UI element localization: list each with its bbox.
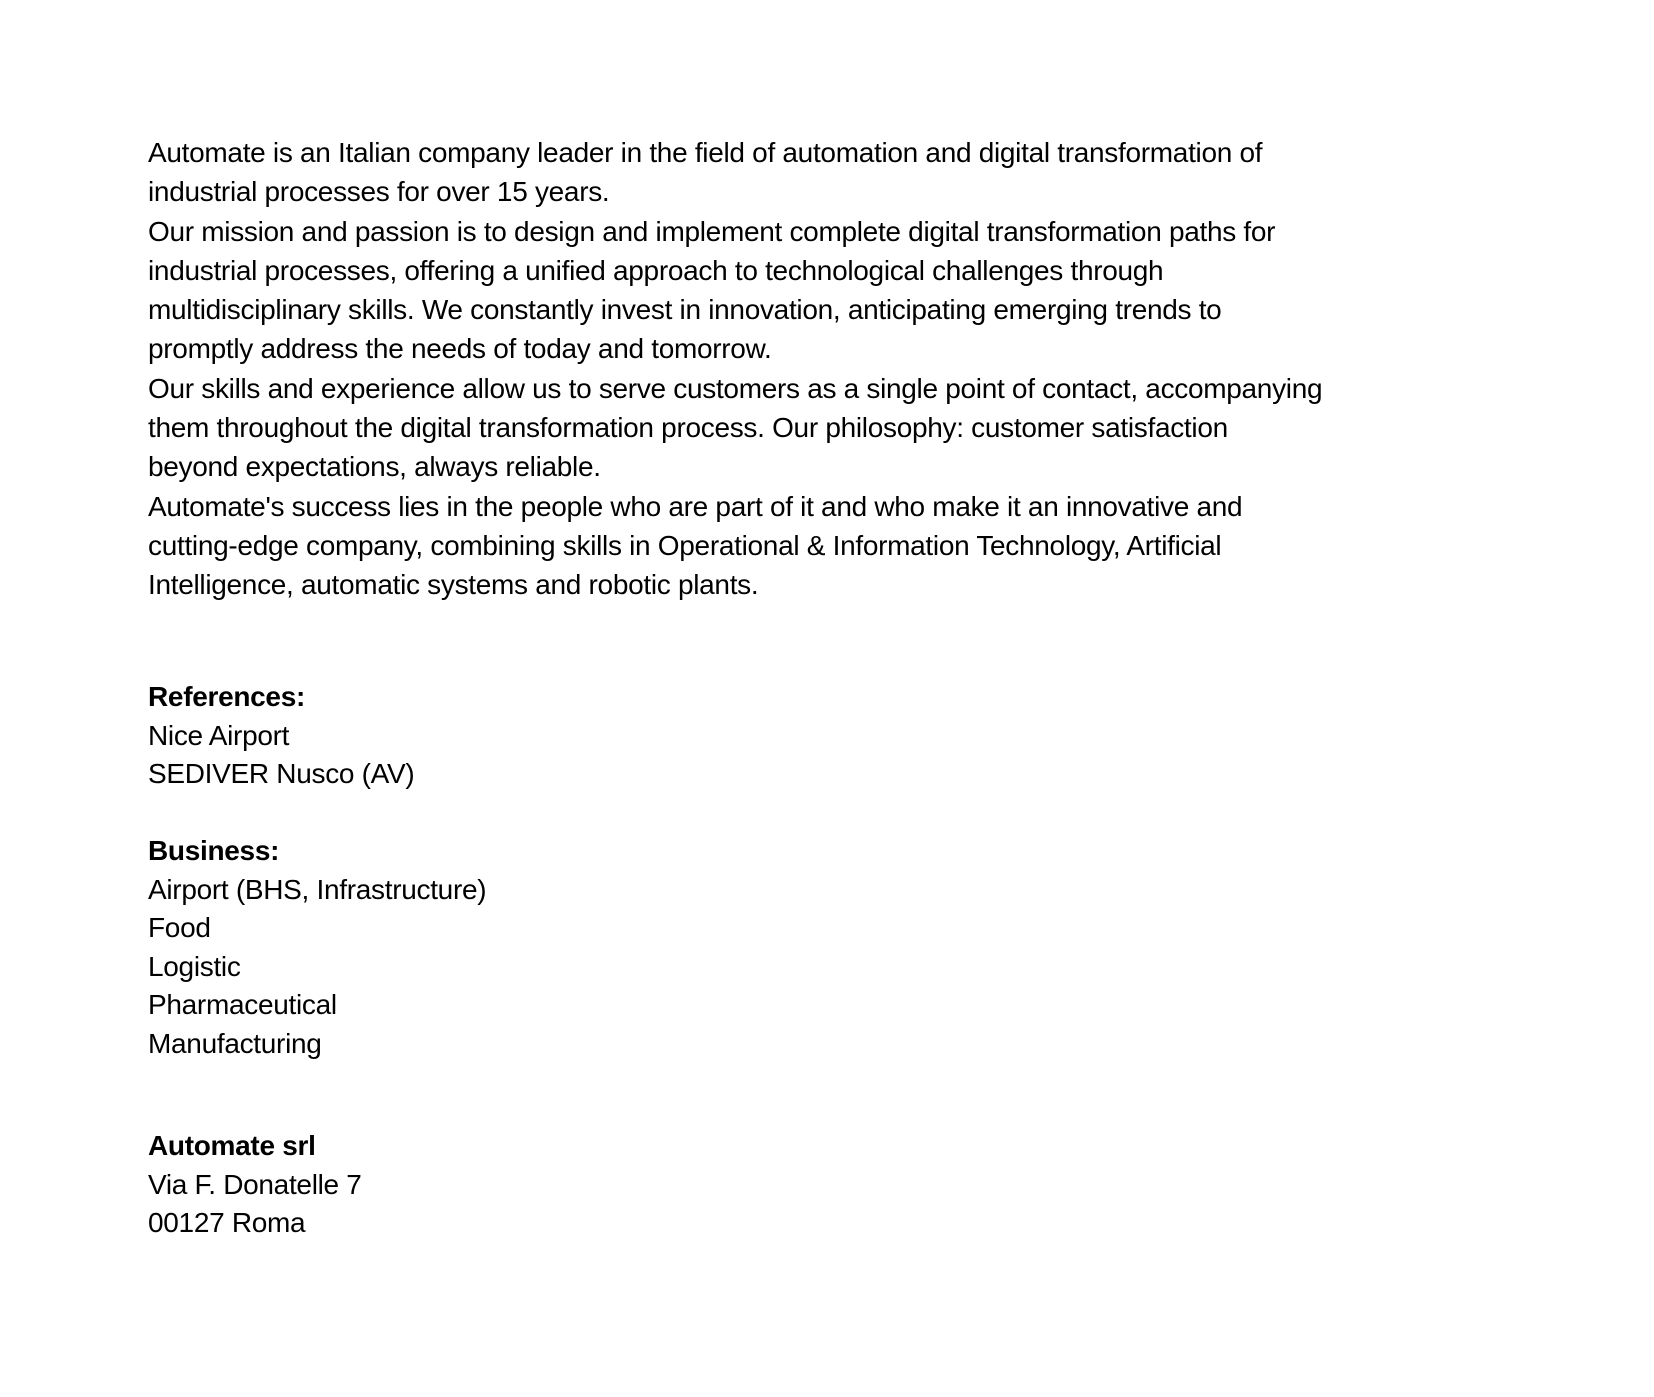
business-section — [148, 832, 1574, 1064]
text-line: multidisciplinary skills. We constantly invest in innovation, anticipating emerging trends to — [148, 294, 1222, 326]
text-line: beyond expectations, always reliable. — [148, 451, 601, 483]
text-line: Intelligence, automatic systems and robotic plants. — [148, 569, 759, 601]
text-line: Manufacturing — [148, 1027, 322, 1059]
text-line: Airport (BHS, Infrastructure) — [148, 873, 487, 905]
text-line: Our skills and experience allow us to serve customers as a single point of contact, accompanying — [148, 372, 1323, 404]
text-line: promptly address the needs of today and tomorrow. — [148, 333, 772, 365]
company-section — [148, 1127, 1574, 1243]
company-address — [148, 1166, 1574, 1243]
text-line: industrial processes, offering a unified approach to technological challenges through — [148, 254, 1164, 286]
text-line: 00127 Roma — [148, 1207, 306, 1239]
text-line: Food — [148, 912, 211, 944]
business-list — [148, 871, 1574, 1064]
references-heading: References: — [148, 681, 306, 712]
text-line: Nice Airport — [148, 719, 290, 751]
text-line: them throughout the digital transformation process. Our philosophy: customer satisfaction — [148, 412, 1228, 444]
company-name: Automate srl — [148, 1130, 316, 1161]
intro-paragraph — [148, 133, 1574, 605]
text-line: Logistic — [148, 950, 241, 982]
text-line: Our mission and passion is to design and implement complete digital transformation paths for — [148, 215, 1276, 247]
references-section — [148, 678, 1574, 794]
text-line: Via F. Donatelle 7 — [148, 1168, 362, 1200]
references-list — [148, 717, 1574, 794]
text-line: SEDIVER Nusco (AV) — [148, 758, 415, 790]
text-line: Automate is an Italian company leader in the field of automation and digital transformation of — [148, 137, 1263, 168]
text-line: cutting-edge company, combining skills in Operational & Information Technology, Artificial — [148, 529, 1222, 561]
text-line: Automate's success lies in the people who are part of it and who make it an innovative and — [148, 490, 1243, 522]
text-line: industrial processes for over 15 years. — [148, 176, 610, 208]
business-heading: Business: — [148, 835, 280, 866]
text-line: Pharmaceutical — [148, 989, 337, 1021]
